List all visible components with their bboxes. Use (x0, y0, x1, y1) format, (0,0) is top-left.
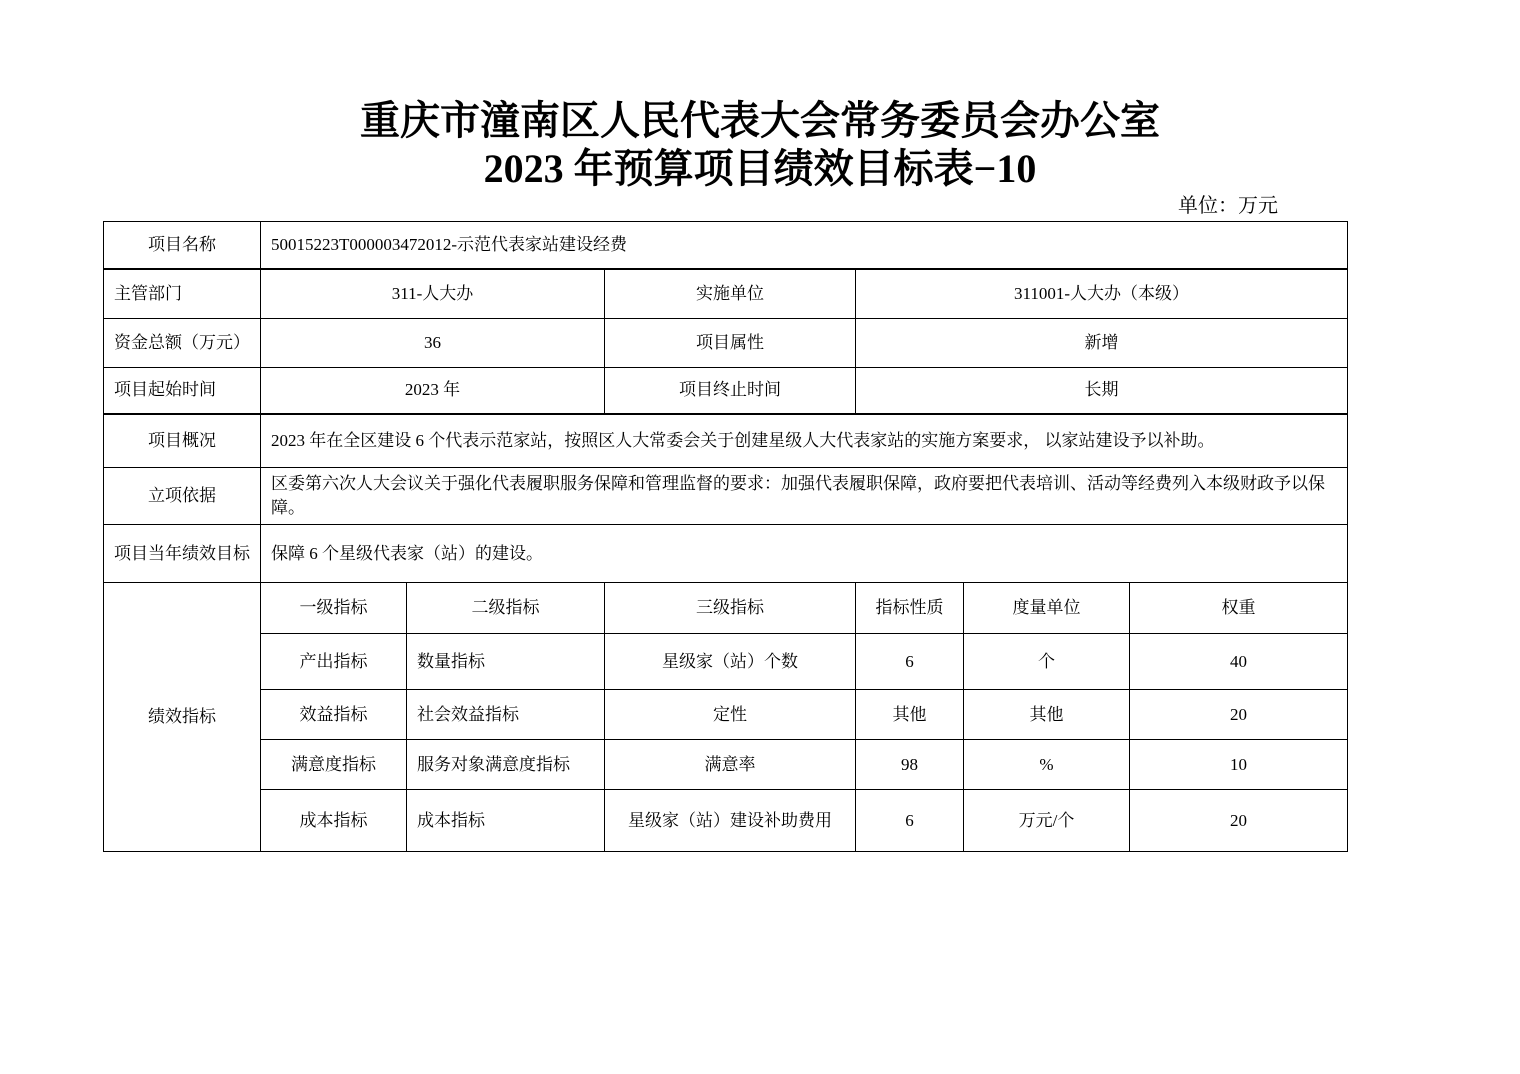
perf-cell: 服务对象满意度指标 (407, 740, 605, 790)
perf-cell: 效益指标 (261, 690, 407, 740)
perf-cell: 40 (1130, 634, 1348, 690)
basis-value: 区委第六次人大会议关于强化代表履职服务保障和管理监督的要求：加强代表履职保障，政府要把代表培训、活动等经费列入本级财政予以保障。 (261, 468, 1348, 525)
perf-cell: 成本指标 (261, 790, 407, 852)
perf-cell: 10 (1130, 740, 1348, 790)
start-label: 项目起始时间 (104, 368, 261, 414)
perf-cell: 20 (1130, 690, 1348, 740)
table-row (104, 740, 1348, 790)
dept-label: 主管部门 (104, 269, 261, 319)
project-name-value: 50015223T000003472012-示范代表家站建设经费 (261, 222, 1348, 269)
perf-header: 度量单位 (964, 583, 1130, 634)
impl-value: 311001-人大办（本级） (856, 269, 1348, 319)
performance-table (103, 221, 1348, 852)
perf-cell: 20 (1130, 790, 1348, 852)
perf-cell: 满意率 (605, 740, 856, 790)
page-title-line2: 2023 年预算项目绩效目标表−10 (483, 146, 1037, 191)
overview-value: 2023 年在全区建设 6 个代表示范家站，按照区人大常委会关于创建星级人大代表家站的实施方案要求， 以家站建设予以补助。 (261, 414, 1348, 468)
start-value: 2023 年 (261, 368, 605, 414)
basis-label: 立项依据 (104, 468, 261, 525)
dept-value: 311-人大办 (261, 269, 605, 319)
perf-cell: 数量指标 (407, 634, 605, 690)
perf-cell: 6 (856, 634, 964, 690)
table-row (104, 690, 1348, 740)
perf-cell: 星级家（站）建设补助费用 (605, 790, 856, 852)
perf-cell: 成本指标 (407, 790, 605, 852)
attr-label: 项目属性 (605, 319, 856, 368)
perf-header: 权重 (1130, 583, 1348, 634)
perf-cell: 定性 (605, 690, 856, 740)
perf-cell: 社会效益指标 (407, 690, 605, 740)
perf-cell: 万元/个 (964, 790, 1130, 852)
perf-cell: 产出指标 (261, 634, 407, 690)
perf-header: 三级指标 (605, 583, 856, 634)
perf-cell: 其他 (964, 690, 1130, 740)
perf-cell: 6 (856, 790, 964, 852)
fund-value: 36 (261, 319, 605, 368)
end-value: 长期 (856, 368, 1348, 414)
perf-header: 二级指标 (407, 583, 605, 634)
perf-cell: 个 (964, 634, 1130, 690)
perf-header: 指标性质 (856, 583, 964, 634)
overview-label: 项目概况 (104, 414, 261, 468)
attr-value: 新增 (856, 319, 1348, 368)
page-title-line1: 重庆市潼南区人民代表大会常务委员会办公室 (360, 98, 1160, 143)
perf-cell: 星级家（站）个数 (605, 634, 856, 690)
unit-label: 单位：万元 (1178, 195, 1278, 217)
goal-value: 保障 6 个星级代表家（站）的建设。 (261, 525, 1348, 583)
perf-cell: % (964, 740, 1130, 790)
perf-cell: 98 (856, 740, 964, 790)
end-label: 项目终止时间 (605, 368, 856, 414)
perf-cell: 满意度指标 (261, 740, 407, 790)
impl-label: 实施单位 (605, 269, 856, 319)
goal-label: 项目当年绩效目标 (104, 525, 261, 583)
table-row (104, 790, 1348, 852)
perf-header: 一级指标 (261, 583, 407, 634)
project-name-label: 项目名称 (104, 222, 261, 269)
perf-label: 绩效指标 (104, 583, 261, 852)
perf-cell: 其他 (856, 690, 964, 740)
table-row (104, 634, 1348, 690)
fund-label: 资金总额（万元） (104, 319, 261, 368)
